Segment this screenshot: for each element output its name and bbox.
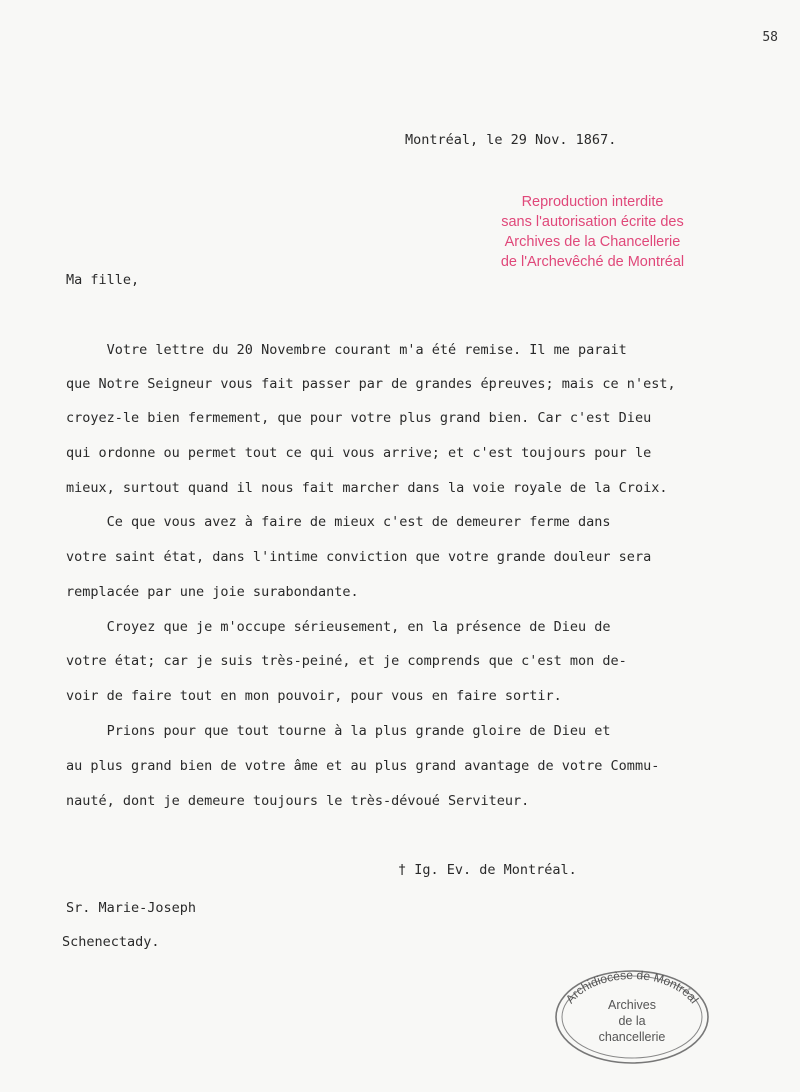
- notice-line: Archives de la Chancellerie: [504, 234, 681, 250]
- recipient-location: Schenectady.: [62, 934, 160, 950]
- seal-line: chancellerie: [598, 1030, 666, 1044]
- signature: † Ig. Ev. de Montréal.: [398, 862, 577, 878]
- seal-line: Archives: [608, 998, 656, 1012]
- salutation: Ma fille,: [66, 272, 140, 288]
- letter-line: votre saint état, dans l'intime conviction que votre grande douleur sera: [66, 549, 652, 565]
- dateline: Montréal, le 29 Nov. 1867.: [405, 132, 617, 148]
- letter-line: voir de faire tout en mon pouvoir, pour vous en faire sortir.: [66, 688, 562, 704]
- letter-line: Prions pour que tout tourne à la plus grande gloire de Dieu et: [66, 723, 611, 739]
- page-number: 58: [762, 30, 778, 45]
- letter-line: remplacée par une joie surabondante.: [66, 584, 359, 600]
- letter-line: au plus grand bien de votre âme et au plus grand avantage de votre Commu-: [66, 758, 660, 774]
- archive-seal-stamp: [552, 965, 712, 1065]
- notice-line: sans l'autorisation écrite des: [501, 214, 684, 230]
- letter-line: Croyez que je m'occupe sérieusement, en la présence de Dieu de: [66, 619, 611, 635]
- letter-line: mieux, surtout quand il nous fait marcher dans la voie royale de la Croix.: [66, 480, 668, 496]
- reproduction-notice-stamp: [480, 192, 705, 272]
- letter-line: votre état; car je suis très-peiné, et je comprends que c'est mon de-: [66, 653, 627, 669]
- letter-line: qui ordonne ou permet tout ce qui vous arrive; et c'est toujours pour le: [66, 445, 652, 461]
- letter-line: Ce que vous avez à faire de mieux c'est de demeurer ferme dans: [66, 514, 611, 530]
- letter-line: croyez-le bien fermement, que pour votre plus grand bien. Car c'est Dieu: [66, 410, 652, 426]
- seal-arc-text: Archidiocèse de Montréal: [562, 967, 702, 1007]
- letter-line: nauté, dont je demeure toujours le très-dévoué Serviteur.: [66, 793, 530, 809]
- letter-line: Votre lettre du 20 Novembre courant m'a été remise. Il me parait: [66, 342, 627, 358]
- recipient-name: Sr. Marie-Joseph: [66, 900, 197, 916]
- notice-line: Reproduction interdite: [521, 194, 664, 210]
- seal-line: de la: [618, 1014, 646, 1028]
- notice-line: de l'Archevêché de Montréal: [500, 254, 685, 270]
- letter-line: que Notre Seigneur vous fait passer par de grandes épreuves; mais ce n'est,: [66, 376, 676, 392]
